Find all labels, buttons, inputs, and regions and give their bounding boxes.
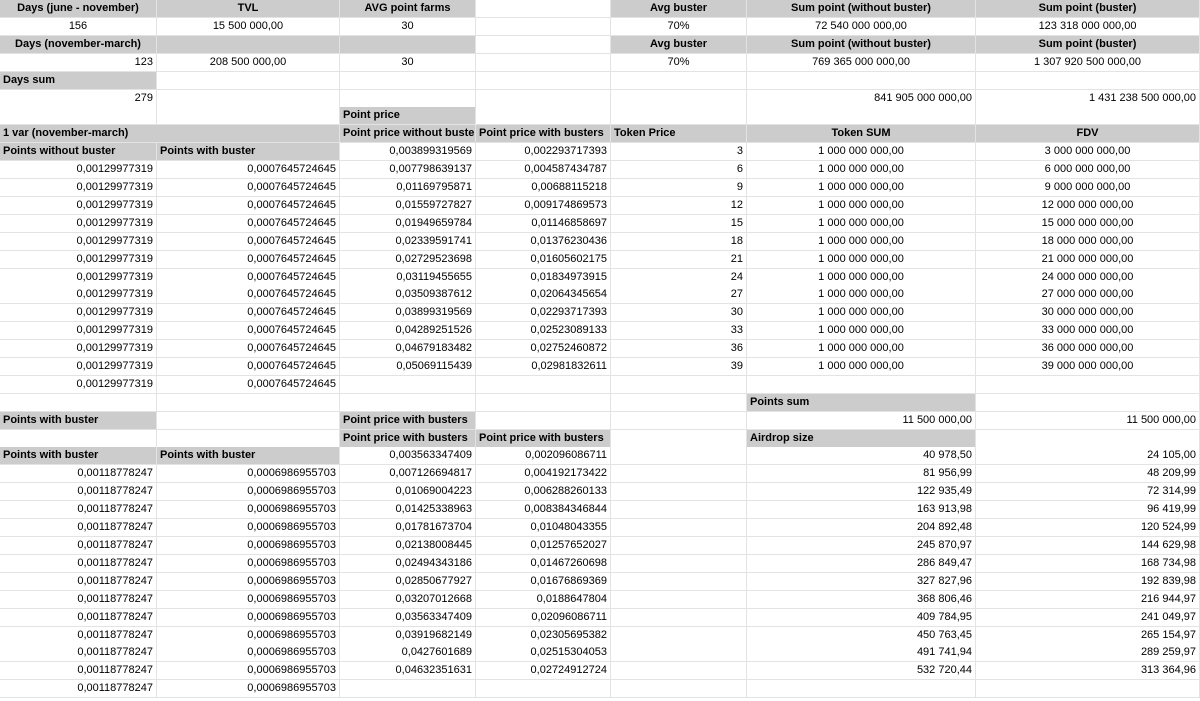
cell-r38-c2[interactable] [340,680,476,698]
cell-r10-c2[interactable]: 0,01169795871 [340,179,476,197]
cell-r32-c0[interactable]: 0,00118778247 [0,573,157,591]
cell-r35-c4[interactable] [611,627,747,645]
cell-r18-c3[interactable]: 0,02523089133 [476,322,611,340]
cell-r9-c5[interactable]: 1 000 000 000,00 [747,161,976,179]
cell-r36-c0[interactable]: 0,00118778247 [0,644,157,662]
cell-r25-c6[interactable]: 24 105,00 [976,447,1200,465]
cell-r26-c3[interactable]: 0,004192173422 [476,465,611,483]
header-cell-r24-c3[interactable]: Point price with busters [476,430,611,448]
cell-r1-c3[interactable] [476,18,611,36]
cell-r30-c2[interactable]: 0,02138008445 [340,537,476,555]
header-cell-r25-c1[interactable]: Points with buster [157,447,340,465]
cell-r18-c5[interactable]: 1 000 000 000,00 [747,322,976,340]
cell-r14-c4[interactable]: 21 [611,251,747,269]
header-cell-r0-c1[interactable]: TVL [157,0,340,18]
cell-r10-c5[interactable]: 1 000 000 000,00 [747,179,976,197]
header-cell-r24-c2[interactable]: Point price with busters [340,430,476,448]
cell-r26-c4[interactable] [611,465,747,483]
cell-r23-c3[interactable] [476,412,611,430]
cell-r11-c2[interactable]: 0,01559727827 [340,197,476,215]
cell-r17-c5[interactable]: 1 000 000 000,00 [747,304,976,322]
cell-r13-c6[interactable]: 18 000 000 000,00 [976,233,1200,251]
header-cell-r7-c4[interactable]: Token Price [611,125,747,143]
cell-r11-c6[interactable]: 12 000 000 000,00 [976,197,1200,215]
cell-r17-c0[interactable]: 0,00129977319 [0,304,157,322]
cell-r5-c3[interactable] [476,90,611,108]
cell-r20-c6[interactable]: 39 000 000 000,00 [976,358,1200,376]
cell-r15-c3[interactable]: 0,01834973915 [476,269,611,287]
cell-r37-c2[interactable]: 0,04632351631 [340,662,476,680]
cell-r5-c1[interactable] [157,90,340,108]
cell-r37-c4[interactable] [611,662,747,680]
cell-r6-c3[interactable] [476,107,611,125]
cell-r12-c2[interactable]: 0,01949659784 [340,215,476,233]
cell-r3-c6[interactable]: 1 307 920 500 000,00 [976,54,1200,72]
cell-r12-c5[interactable]: 1 000 000 000,00 [747,215,976,233]
cell-r16-c1[interactable]: 0,0007645724645 [157,286,340,304]
cell-r3-c1[interactable]: 208 500 000,00 [157,54,340,72]
cell-r1-c2[interactable]: 30 [340,18,476,36]
cell-r3-c3[interactable] [476,54,611,72]
cell-r4-c1[interactable] [157,72,340,90]
cell-r33-c2[interactable]: 0,03207012668 [340,591,476,609]
cell-r9-c0[interactable]: 0,00129977319 [0,161,157,179]
cell-r27-c6[interactable]: 72 314,99 [976,483,1200,501]
cell-r3-c0[interactable]: 123 [0,54,157,72]
cell-r17-c6[interactable]: 30 000 000 000,00 [976,304,1200,322]
cell-r19-c3[interactable]: 0,02752460872 [476,340,611,358]
header-cell-r25-c0[interactable]: Points with buster [0,447,157,465]
cell-r1-c4[interactable]: 70% [611,18,747,36]
cell-r26-c5[interactable]: 81 956,99 [747,465,976,483]
cell-r38-c3[interactable] [476,680,611,698]
cell-r14-c1[interactable]: 0,0007645724645 [157,251,340,269]
cell-r22-c1[interactable] [157,394,340,412]
cell-r5-c0[interactable]: 279 [0,90,157,108]
cell-r10-c1[interactable]: 0,0007645724645 [157,179,340,197]
cell-r1-c1[interactable]: 15 500 000,00 [157,18,340,36]
cell-r1-c0[interactable]: 156 [0,18,157,36]
header-cell-r7-c2[interactable]: Point price without buste [340,125,476,143]
cell-r31-c0[interactable]: 0,00118778247 [0,555,157,573]
cell-r32-c6[interactable]: 192 839,98 [976,573,1200,591]
cell-r38-c4[interactable] [611,680,747,698]
cell-r38-c0[interactable]: 0,00118778247 [0,680,157,698]
cell-r16-c0[interactable]: 0,00129977319 [0,286,157,304]
cell-r32-c4[interactable] [611,573,747,591]
cell-r21-c2[interactable] [340,376,476,394]
cell-r16-c6[interactable]: 27 000 000 000,00 [976,286,1200,304]
cell-r30-c0[interactable]: 0,00118778247 [0,537,157,555]
cell-r8-c3[interactable]: 0,002293717393 [476,143,611,161]
cell-r12-c4[interactable]: 15 [611,215,747,233]
cell-r25-c5[interactable]: 40 978,50 [747,447,976,465]
header-cell-r2-c1[interactable] [157,36,340,54]
cell-r13-c0[interactable]: 0,00129977319 [0,233,157,251]
cell-r25-c4[interactable] [611,447,747,465]
cell-r24-c1[interactable] [157,430,340,448]
cell-r28-c2[interactable]: 0,01425338963 [340,501,476,519]
cell-r35-c0[interactable]: 0,00118778247 [0,627,157,645]
cell-r34-c1[interactable]: 0,0006986955703 [157,609,340,627]
cell-r38-c1[interactable]: 0,0006986955703 [157,680,340,698]
header-cell-r7-c6[interactable]: FDV [976,125,1200,143]
cell-r11-c0[interactable]: 0,00129977319 [0,197,157,215]
cell-r16-c2[interactable]: 0,03509387612 [340,286,476,304]
cell-r11-c3[interactable]: 0,009174869573 [476,197,611,215]
cell-r20-c4[interactable]: 39 [611,358,747,376]
cell-r34-c0[interactable]: 0,00118778247 [0,609,157,627]
cell-r17-c4[interactable]: 30 [611,304,747,322]
cell-r17-c2[interactable]: 0,03899319569 [340,304,476,322]
cell-r36-c1[interactable]: 0,0006986955703 [157,644,340,662]
header-cell-r2-c6[interactable]: Sum point (buster) [976,36,1200,54]
cell-r24-c0[interactable] [0,430,157,448]
cell-r31-c2[interactable]: 0,02494343186 [340,555,476,573]
cell-r35-c1[interactable]: 0,0006986955703 [157,627,340,645]
cell-r35-c2[interactable]: 0,03919682149 [340,627,476,645]
cell-r21-c4[interactable] [611,376,747,394]
header-cell-r6-c2[interactable]: Point price [340,107,476,125]
cell-r33-c5[interactable]: 368 806,46 [747,591,976,609]
header-cell-r7-c0[interactable]: 1 var (november-march) [0,125,340,143]
cell-r20-c0[interactable]: 0,00129977319 [0,358,157,376]
cell-r13-c3[interactable]: 0,01376230436 [476,233,611,251]
cell-r5-c2[interactable] [340,90,476,108]
header-cell-r8-c0[interactable]: Points without buster [0,143,157,161]
cell-r5-c6[interactable]: 1 431 238 500 000,00 [976,90,1200,108]
cell-r9-c6[interactable]: 6 000 000 000,00 [976,161,1200,179]
cell-r5-c5[interactable]: 841 905 000 000,00 [747,90,976,108]
cell-r11-c4[interactable]: 12 [611,197,747,215]
cell-r23-c4[interactable] [611,412,747,430]
cell-r23-c6[interactable]: 11 500 000,00 [976,412,1200,430]
cell-r32-c3[interactable]: 0,01676869369 [476,573,611,591]
cell-r29-c2[interactable]: 0,01781673704 [340,519,476,537]
cell-r12-c0[interactable]: 0,00129977319 [0,215,157,233]
cell-r20-c3[interactable]: 0,02981832611 [476,358,611,376]
cell-r20-c1[interactable]: 0,0007645724645 [157,358,340,376]
cell-r21-c6[interactable] [976,376,1200,394]
cell-r5-c4[interactable] [611,90,747,108]
cell-r4-c6[interactable] [976,72,1200,90]
cell-r28-c0[interactable]: 0,00118778247 [0,501,157,519]
cell-r33-c1[interactable]: 0,0006986955703 [157,591,340,609]
cell-r31-c4[interactable] [611,555,747,573]
cell-r6-c1[interactable] [157,107,340,125]
cell-r13-c1[interactable]: 0,0007645724645 [157,233,340,251]
cell-r15-c5[interactable]: 1 000 000 000,00 [747,269,976,287]
cell-r17-c1[interactable]: 0,0007645724645 [157,304,340,322]
cell-r14-c0[interactable]: 0,00129977319 [0,251,157,269]
cell-r21-c5[interactable] [747,376,976,394]
cell-r35-c5[interactable]: 450 763,45 [747,627,976,645]
cell-r8-c2[interactable]: 0,003899319569 [340,143,476,161]
cell-r28-c6[interactable]: 96 419,99 [976,501,1200,519]
cell-r30-c1[interactable]: 0,0006986955703 [157,537,340,555]
cell-r26-c1[interactable]: 0,0006986955703 [157,465,340,483]
cell-r18-c1[interactable]: 0,0007645724645 [157,322,340,340]
cell-r23-c5[interactable]: 11 500 000,00 [747,412,976,430]
cell-r33-c6[interactable]: 216 944,97 [976,591,1200,609]
cell-r27-c5[interactable]: 122 935,49 [747,483,976,501]
cell-r12-c6[interactable]: 15 000 000 000,00 [976,215,1200,233]
cell-r9-c1[interactable]: 0,0007645724645 [157,161,340,179]
cell-r31-c6[interactable]: 168 734,98 [976,555,1200,573]
cell-r28-c4[interactable] [611,501,747,519]
header-cell-r0-c6[interactable]: Sum point (buster) [976,0,1200,18]
cell-r10-c0[interactable]: 0,00129977319 [0,179,157,197]
cell-r9-c2[interactable]: 0,007798639137 [340,161,476,179]
cell-r11-c1[interactable]: 0,0007645724645 [157,197,340,215]
cell-r34-c3[interactable]: 0,02096086711 [476,609,611,627]
cell-r34-c2[interactable]: 0,03563347409 [340,609,476,627]
cell-r4-c4[interactable] [611,72,747,90]
cell-r16-c5[interactable]: 1 000 000 000,00 [747,286,976,304]
cell-r4-c2[interactable] [340,72,476,90]
cell-r22-c4[interactable] [611,394,747,412]
cell-r16-c4[interactable]: 27 [611,286,747,304]
cell-r32-c2[interactable]: 0,02850677927 [340,573,476,591]
cell-r34-c5[interactable]: 409 784,95 [747,609,976,627]
cell-r28-c5[interactable]: 163 913,98 [747,501,976,519]
cell-r13-c4[interactable]: 18 [611,233,747,251]
cell-r19-c6[interactable]: 36 000 000 000,00 [976,340,1200,358]
cell-r29-c1[interactable]: 0,0006986955703 [157,519,340,537]
cell-r18-c2[interactable]: 0,04289251526 [340,322,476,340]
cell-r22-c3[interactable] [476,394,611,412]
cell-r15-c2[interactable]: 0,03119455655 [340,269,476,287]
cell-r0-c3[interactable] [476,0,611,18]
cell-r14-c2[interactable]: 0,02729523698 [340,251,476,269]
cell-r36-c4[interactable] [611,644,747,662]
header-cell-r2-c0[interactable]: Days (november-march) [0,36,157,54]
cell-r37-c1[interactable]: 0,0006986955703 [157,662,340,680]
cell-r19-c0[interactable]: 0,00129977319 [0,340,157,358]
cell-r33-c0[interactable]: 0,00118778247 [0,591,157,609]
header-cell-r0-c2[interactable]: AVG point farms [340,0,476,18]
cell-r34-c4[interactable] [611,609,747,627]
cell-r37-c6[interactable]: 313 364,96 [976,662,1200,680]
cell-r22-c2[interactable] [340,394,476,412]
cell-r10-c3[interactable]: 0,00688115218 [476,179,611,197]
cell-r34-c6[interactable]: 241 049,97 [976,609,1200,627]
cell-r13-c2[interactable]: 0,02339591741 [340,233,476,251]
cell-r26-c2[interactable]: 0,007126694817 [340,465,476,483]
cell-r13-c5[interactable]: 1 000 000 000,00 [747,233,976,251]
cell-r26-c0[interactable]: 0,00118778247 [0,465,157,483]
cell-r37-c0[interactable]: 0,00118778247 [0,662,157,680]
cell-r35-c6[interactable]: 265 154,97 [976,627,1200,645]
cell-r30-c6[interactable]: 144 629,98 [976,537,1200,555]
cell-r15-c4[interactable]: 24 [611,269,747,287]
cell-r15-c0[interactable]: 0,00129977319 [0,269,157,287]
header-cell-r4-c0[interactable]: Days sum [0,72,157,90]
cell-r6-c6[interactable] [976,107,1200,125]
cell-r16-c3[interactable]: 0,02064345654 [476,286,611,304]
cell-r24-c4[interactable] [611,430,747,448]
cell-r35-c3[interactable]: 0,02305695382 [476,627,611,645]
cell-r31-c5[interactable]: 286 849,47 [747,555,976,573]
cell-r15-c6[interactable]: 24 000 000 000,00 [976,269,1200,287]
cell-r37-c5[interactable]: 532 720,44 [747,662,976,680]
cell-r29-c4[interactable] [611,519,747,537]
cell-r33-c4[interactable] [611,591,747,609]
cell-r31-c1[interactable]: 0,0006986955703 [157,555,340,573]
cell-r8-c5[interactable]: 1 000 000 000,00 [747,143,976,161]
cell-r25-c2[interactable]: 0,003563347409 [340,447,476,465]
cell-r21-c1[interactable]: 0,0007645724645 [157,376,340,394]
cell-r9-c4[interactable]: 6 [611,161,747,179]
header-cell-r0-c5[interactable]: Sum point (without buster) [747,0,976,18]
cell-r25-c3[interactable]: 0,002096086711 [476,447,611,465]
cell-r19-c4[interactable]: 36 [611,340,747,358]
cell-r1-c5[interactable]: 72 540 000 000,00 [747,18,976,36]
header-cell-r0-c4[interactable]: Avg buster [611,0,747,18]
cell-r24-c6[interactable] [976,430,1200,448]
cell-r6-c4[interactable] [611,107,747,125]
cell-r29-c6[interactable]: 120 524,99 [976,519,1200,537]
cell-r29-c3[interactable]: 0,01048043355 [476,519,611,537]
cell-r32-c5[interactable]: 327 827,96 [747,573,976,591]
cell-r11-c5[interactable]: 1 000 000 000,00 [747,197,976,215]
cell-r36-c2[interactable]: 0,0427601689 [340,644,476,662]
header-cell-r22-c5[interactable]: Points sum [747,394,976,412]
cell-r36-c5[interactable]: 491 741,94 [747,644,976,662]
header-cell-r2-c5[interactable]: Sum point (without buster) [747,36,976,54]
cell-r19-c2[interactable]: 0,04679183482 [340,340,476,358]
cell-r2-c3[interactable] [476,36,611,54]
cell-r3-c2[interactable]: 30 [340,54,476,72]
cell-r27-c1[interactable]: 0,0006986955703 [157,483,340,501]
cell-r15-c1[interactable]: 0,0007645724645 [157,269,340,287]
cell-r14-c3[interactable]: 0,01605602175 [476,251,611,269]
cell-r30-c3[interactable]: 0,01257652027 [476,537,611,555]
cell-r37-c3[interactable]: 0,02724912724 [476,662,611,680]
header-cell-r7-c3[interactable]: Point price with busters [476,125,611,143]
cell-r8-c6[interactable]: 3 000 000 000,00 [976,143,1200,161]
cell-r19-c5[interactable]: 1 000 000 000,00 [747,340,976,358]
header-cell-r7-c5[interactable]: Token SUM [747,125,976,143]
cell-r31-c3[interactable]: 0,01467260698 [476,555,611,573]
cell-r38-c6[interactable] [976,680,1200,698]
cell-r21-c3[interactable] [476,376,611,394]
cell-r28-c3[interactable]: 0,008384346844 [476,501,611,519]
cell-r4-c3[interactable] [476,72,611,90]
cell-r27-c2[interactable]: 0,01069004223 [340,483,476,501]
header-cell-r2-c2[interactable] [340,36,476,54]
header-cell-r8-c1[interactable]: Points with buster [157,143,340,161]
cell-r30-c5[interactable]: 245 870,97 [747,537,976,555]
cell-r3-c5[interactable]: 769 365 000 000,00 [747,54,976,72]
cell-r22-c0[interactable] [0,394,157,412]
cell-r27-c0[interactable]: 0,00118778247 [0,483,157,501]
cell-r33-c3[interactable]: 0,0188647804 [476,591,611,609]
cell-r18-c4[interactable]: 33 [611,322,747,340]
header-cell-r0-c0[interactable]: Days (june - november) [0,0,157,18]
cell-r36-c3[interactable]: 0,02515304053 [476,644,611,662]
cell-r36-c6[interactable]: 289 259,97 [976,644,1200,662]
cell-r1-c6[interactable]: 123 318 000 000,00 [976,18,1200,36]
cell-r10-c4[interactable]: 9 [611,179,747,197]
cell-r21-c0[interactable]: 0,00129977319 [0,376,157,394]
cell-r18-c6[interactable]: 33 000 000 000,00 [976,322,1200,340]
cell-r20-c2[interactable]: 0,05069115439 [340,358,476,376]
cell-r23-c1[interactable] [157,412,340,430]
header-cell-r23-c0[interactable]: Points with buster [0,412,157,430]
header-cell-r24-c5[interactable]: Airdrop size [747,430,976,448]
cell-r20-c5[interactable]: 1 000 000 000,00 [747,358,976,376]
cell-r32-c1[interactable]: 0,0006986955703 [157,573,340,591]
cell-r3-c4[interactable]: 70% [611,54,747,72]
cell-r14-c6[interactable]: 21 000 000 000,00 [976,251,1200,269]
cell-r12-c1[interactable]: 0,0007645724645 [157,215,340,233]
cell-r18-c0[interactable]: 0,00129977319 [0,322,157,340]
cell-r27-c4[interactable] [611,483,747,501]
cell-r6-c5[interactable] [747,107,976,125]
header-cell-r23-c2[interactable]: Point price with busters [340,412,476,430]
cell-r4-c5[interactable] [747,72,976,90]
cell-r17-c3[interactable]: 0,02293717393 [476,304,611,322]
cell-r6-c0[interactable] [0,107,157,125]
cell-r29-c0[interactable]: 0,00118778247 [0,519,157,537]
cell-r29-c5[interactable]: 204 892,48 [747,519,976,537]
cell-r38-c5[interactable] [747,680,976,698]
cell-r30-c4[interactable] [611,537,747,555]
cell-r19-c1[interactable]: 0,0007645724645 [157,340,340,358]
cell-r8-c4[interactable]: 3 [611,143,747,161]
cell-r14-c5[interactable]: 1 000 000 000,00 [747,251,976,269]
cell-r10-c6[interactable]: 9 000 000 000,00 [976,179,1200,197]
cell-r26-c6[interactable]: 48 209,99 [976,465,1200,483]
cell-r27-c3[interactable]: 0,006288260133 [476,483,611,501]
header-cell-r2-c4[interactable]: Avg buster [611,36,747,54]
cell-r12-c3[interactable]: 0,01146858697 [476,215,611,233]
cell-r22-c6[interactable] [976,394,1200,412]
cell-r28-c1[interactable]: 0,0006986955703 [157,501,340,519]
cell-r9-c3[interactable]: 0,004587434787 [476,161,611,179]
